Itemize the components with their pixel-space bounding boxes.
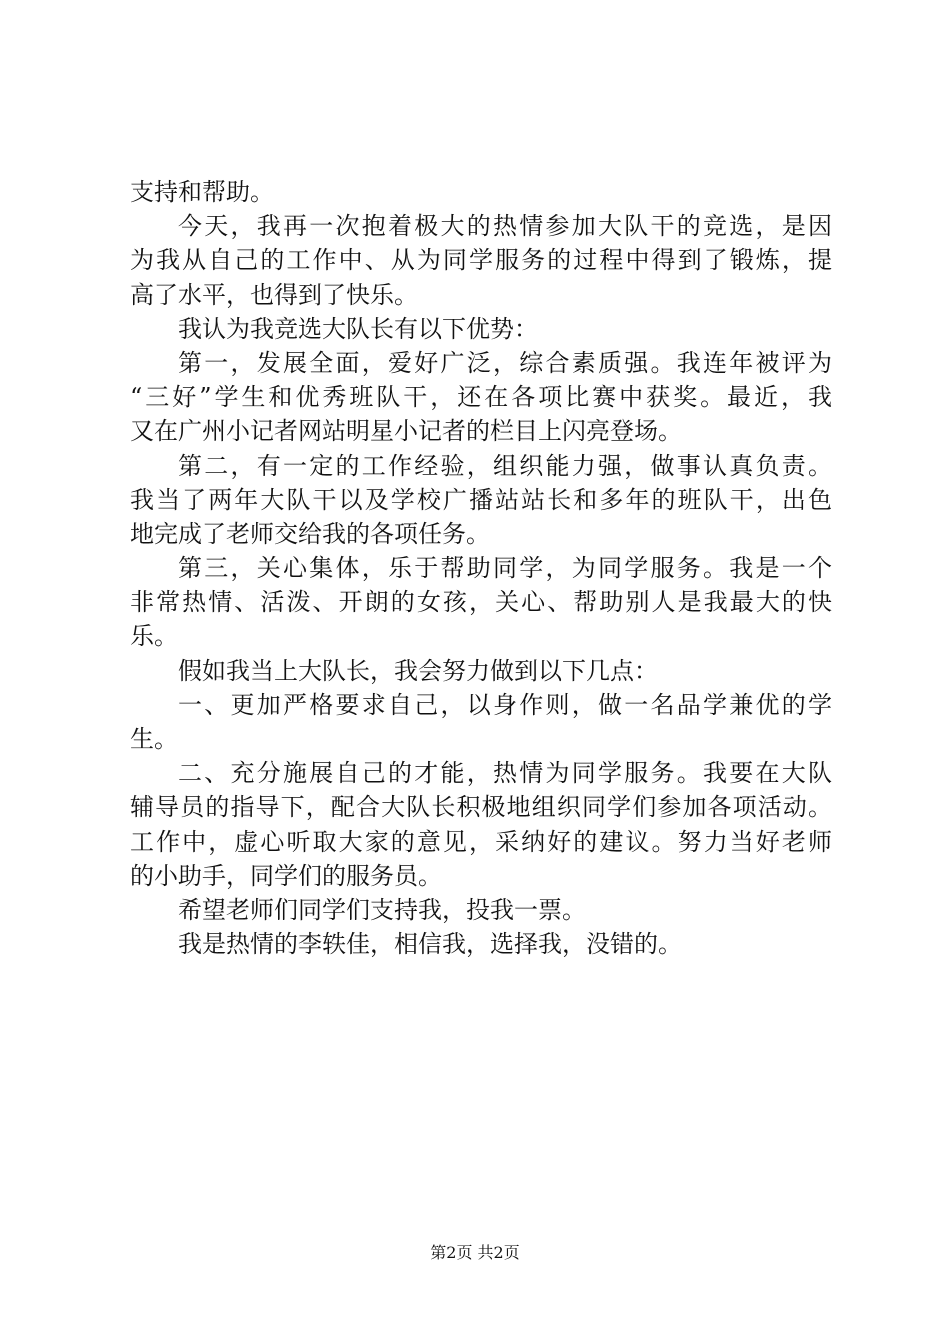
document-body bbox=[130, 175, 832, 961]
text-line: 我认为我竞选大队长有以下优势： bbox=[178, 314, 538, 343]
text-line: 为我从自己的工作中、从为同学服务的过程中得到了锻炼，提 bbox=[130, 246, 832, 275]
text-line: 非常热情、活泼、开朗的女孩，关心、帮助别人是我最大的快 bbox=[130, 588, 832, 617]
text-line: 假如我当上大队长，我会努力做到以下几点： bbox=[178, 656, 658, 685]
text-line: 第二，有一定的工作经验，组织能力强，做事认真负责。 bbox=[178, 451, 832, 480]
text-line: 第一，发展全面，爱好广泛，综合素质强。我连年被评为 bbox=[178, 348, 832, 377]
text-line: 又在广州小记者网站明星小记者的栏目上闪亮登场。 bbox=[130, 417, 682, 446]
text-line: 第三，关心集体，乐于帮助同学，为同学服务。我是一个 bbox=[178, 554, 832, 583]
text-line: 的小助手，同学们的服务员。 bbox=[130, 861, 442, 890]
text-line: 生。 bbox=[130, 725, 178, 753]
text-line: 一、更加严格要求自己，以身作则，做一名品学兼优的学 bbox=[178, 690, 832, 719]
text-line: 今天，我再一次抱着极大的热情参加大队干的竞选，是因 bbox=[178, 212, 832, 241]
text-line: 辅导员的指导下，配合大队长积极地组织同学们参加各项活动。 bbox=[130, 793, 832, 822]
page-number-label: 第2页 共2页 bbox=[430, 1243, 520, 1262]
text-line: 希望老师们同学们支持我，投我一票。 bbox=[178, 895, 586, 924]
text-line: 二、充分施展自己的才能，热情为同学服务。我要在大队 bbox=[178, 759, 832, 788]
text-line: 地完成了老师交给我的各项任务。 bbox=[130, 519, 490, 548]
text-line: 高了水平，也得到了快乐。 bbox=[130, 280, 418, 309]
text-line: 支持和帮助。 bbox=[130, 178, 274, 206]
text-line: 我是热情的李轶佳，相信我，选择我，没错的。 bbox=[178, 930, 682, 959]
text-line: 工作中，虚心听取大家的意见，采纳好的建议。努力当好老师 bbox=[130, 827, 832, 856]
text-line: 我当了两年大队干以及学校广播站站长和多年的班队干，出色 bbox=[130, 485, 832, 514]
text-line: “三好”学生和优秀班队干，还在各项比赛中获奖。最近，我 bbox=[130, 383, 832, 412]
page-footer bbox=[0, 1243, 950, 1263]
text-line: 乐。 bbox=[130, 622, 178, 651]
